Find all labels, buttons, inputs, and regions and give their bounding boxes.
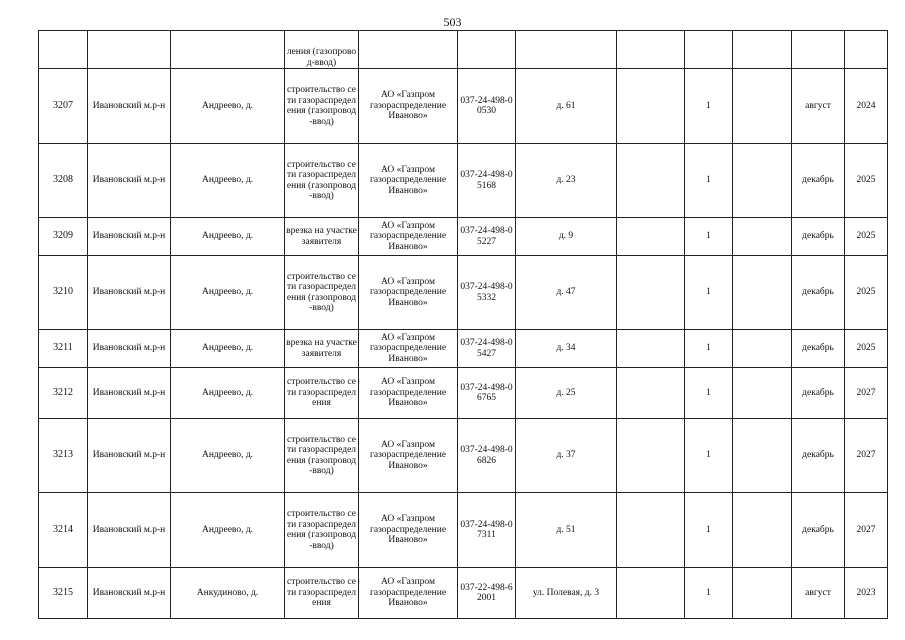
cell-org: АО «Газпром газораспределение Иваново» [359,218,458,256]
cell-work: строительство сети газораспределения (газопровод-ввод) [285,493,359,568]
cell-address: д. 34 [516,330,617,368]
cell-org: АО «Газпром газораспределение Иваново» [359,368,458,419]
cell-work: врезка на участке заявителя [285,330,359,368]
cell-work: строительство сети газораспределения (газопровод-ввод) [285,144,359,218]
cell-empty [733,31,792,69]
cell-org: АО «Газпром газораспределение Иваново» [359,493,458,568]
cell-district: Ивановский м.р-н [88,330,171,368]
cell-month: август [792,568,845,619]
cell-district: Ивановский м.р-н [88,568,171,619]
cell-empty [733,493,792,568]
cell-year: 2025 [845,330,888,368]
cell-settlement: Андреево, д. [171,368,285,419]
cell-num [39,31,88,69]
cell-num: 3207 [39,69,88,144]
cell-count: 1 [685,69,733,144]
cell-num: 3208 [39,144,88,218]
table-row [39,144,888,218]
cell-count: 1 [685,493,733,568]
cell-month: декабрь [792,330,845,368]
cell-empty [733,568,792,619]
cell-settlement: Анкудиново, д. [171,568,285,619]
cell-year: 2025 [845,144,888,218]
cell-address: д. 9 [516,218,617,256]
cell-settlement: Андреево, д. [171,330,285,368]
cell-num: 3209 [39,218,88,256]
cell-empty [733,69,792,144]
cell-district: Ивановский м.р-н [88,493,171,568]
cell-year: 2025 [845,256,888,330]
cell-org: АО «Газпром газораспределение Иваново» [359,419,458,493]
cell-count: 1 [685,256,733,330]
table-row [39,69,888,144]
cell-cadastral: 037-24-498-05427 [458,330,516,368]
cell-month [792,31,845,69]
table-row [39,493,888,568]
cell-month: декабрь [792,144,845,218]
cell-work: строительство сети газораспределения (газопровод-ввод) [285,69,359,144]
table-row [39,256,888,330]
cell-address [516,31,617,69]
cell-num: 3210 [39,256,88,330]
cell-empty [617,256,685,330]
cell-district [88,31,171,69]
table-row-continued [39,31,888,69]
cell-empty [617,568,685,619]
cell-empty [733,330,792,368]
cell-work: врезка на участке заявителя [285,218,359,256]
cell-empty [617,419,685,493]
cell-district: Ивановский м.р-н [88,368,171,419]
cell-count: 1 [685,568,733,619]
cell-district: Ивановский м.р-н [88,218,171,256]
cell-district: Ивановский м.р-н [88,69,171,144]
cell-org [359,31,458,69]
cell-count: 1 [685,419,733,493]
cell-empty [733,218,792,256]
cell-count: 1 [685,368,733,419]
cell-district: Ивановский м.р-н [88,144,171,218]
cell-empty [733,419,792,493]
page-number: 503 [443,15,462,29]
cell-count: 1 [685,144,733,218]
cell-count [685,31,733,69]
cell-work: ления (газопровод-ввод) [285,31,359,69]
table-row [39,218,888,256]
cell-work: строительство сети газораспределения [285,568,359,619]
table-row [39,568,888,619]
cell-cadastral: 037-24-498-06826 [458,419,516,493]
cell-address: д. 23 [516,144,617,218]
cell-empty [733,368,792,419]
cell-num: 3211 [39,330,88,368]
cell-empty [617,69,685,144]
cell-count: 1 [685,218,733,256]
cell-work: строительство сети газораспределения (газопровод-ввод) [285,419,359,493]
cell-org: АО «Газпром газораспределение Иваново» [359,69,458,144]
cell-settlement: Андреево, д. [171,493,285,568]
cell-cadastral: 037-22-498-62001 [458,568,516,619]
cell-empty [733,144,792,218]
cell-cadastral: 037-24-498-07311 [458,493,516,568]
cell-month: август [792,69,845,144]
cell-num: 3215 [39,568,88,619]
cell-settlement [171,31,285,69]
cell-settlement: Андреево, д. [171,419,285,493]
cell-empty [733,256,792,330]
cell-address: ул. Полевая, д. 3 [516,568,617,619]
cell-empty [617,144,685,218]
cell-empty [617,330,685,368]
cell-org: АО «Газпром газораспределение Иваново» [359,568,458,619]
cell-address: д. 25 [516,368,617,419]
cell-settlement: Андреево, д. [171,256,285,330]
cell-count: 1 [685,330,733,368]
cell-year: 2023 [845,568,888,619]
cell-empty [617,368,685,419]
cell-empty [617,31,685,69]
cell-work: строительство сети газораспределения [285,368,359,419]
cell-work: строительство сети газораспределения (газопровод-ввод) [285,256,359,330]
cell-address: д. 47 [516,256,617,330]
table-row [39,330,888,368]
cell-district: Ивановский м.р-н [88,419,171,493]
cell-year: 2025 [845,218,888,256]
cell-cadastral: 037-24-498-05227 [458,218,516,256]
cell-num: 3213 [39,419,88,493]
cell-month: декабрь [792,368,845,419]
cell-district: Ивановский м.р-н [88,256,171,330]
cell-num: 3212 [39,368,88,419]
cell-month: декабрь [792,218,845,256]
cell-year: 2027 [845,368,888,419]
cell-empty [617,218,685,256]
cell-cadastral: 037-24-498-05332 [458,256,516,330]
cell-settlement: Андреево, д. [171,218,285,256]
cell-month: декабрь [792,419,845,493]
cell-year: 2027 [845,493,888,568]
cell-cadastral [458,31,516,69]
cell-cadastral: 037-24-498-05168 [458,144,516,218]
cell-empty [617,493,685,568]
cell-year: 2024 [845,69,888,144]
cell-month: декабрь [792,493,845,568]
table-row [39,368,888,419]
cell-year [845,31,888,69]
cell-org: АО «Газпром газораспределение Иваново» [359,256,458,330]
cell-settlement: Андреево, д. [171,144,285,218]
cell-address: д. 51 [516,493,617,568]
cell-month: декабрь [792,256,845,330]
cell-org: АО «Газпром газораспределение Иваново» [359,330,458,368]
cell-org: АО «Газпром газораспределение Иваново» [359,144,458,218]
cell-settlement: Андреево, д. [171,69,285,144]
gas-connection-table [38,30,888,619]
cell-address: д. 37 [516,419,617,493]
cell-cadastral: 037-24-498-06765 [458,368,516,419]
cell-cadastral: 037-24-498-00530 [458,69,516,144]
cell-address: д. 61 [516,69,617,144]
cell-year: 2027 [845,419,888,493]
cell-num: 3214 [39,493,88,568]
table-row [39,419,888,493]
